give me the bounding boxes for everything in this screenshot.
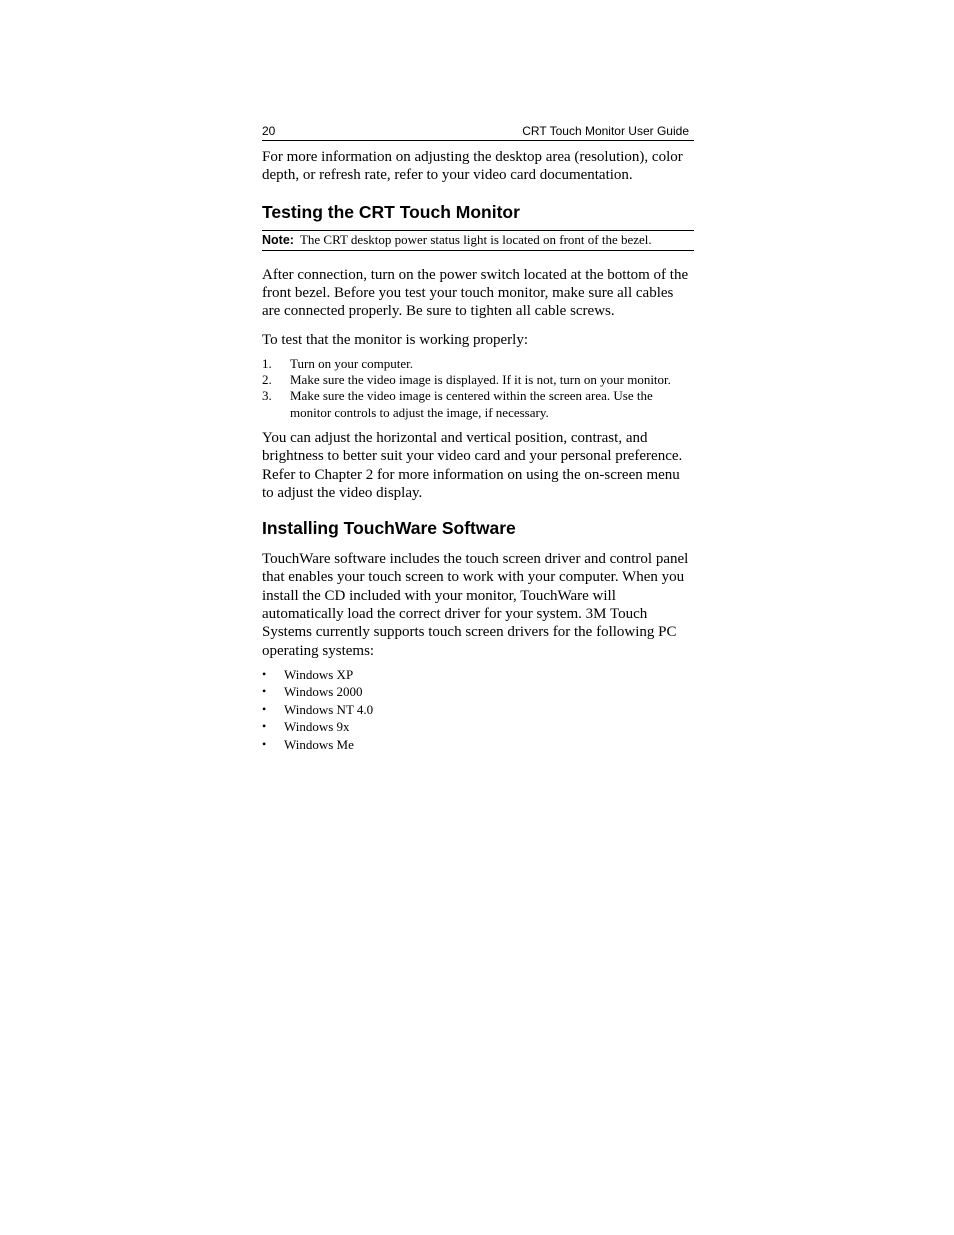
- note-text: The CRT desktop power status light is located on front of the bezel.: [299, 232, 652, 248]
- bullet-icon: •: [262, 736, 267, 751]
- list-item: [262, 736, 694, 753]
- step-number: 1.: [262, 355, 272, 371]
- list-item: [262, 388, 694, 421]
- os-name: Windows XP: [284, 666, 354, 682]
- bullet-icon: •: [262, 666, 267, 681]
- running-header: [262, 124, 694, 141]
- list-item: [262, 356, 694, 372]
- os-name: Windows 2000: [284, 684, 363, 700]
- document-page: [262, 124, 694, 753]
- list-item: [262, 683, 694, 700]
- intro-paragraph: For more information on adjusting the desktop area (resolution), color depth, or refresh rate, refer to your video card documentation.: [262, 149, 683, 184]
- paragraph-to-test: To test that the monitor is working properly:: [262, 332, 528, 349]
- test-steps-list: [262, 356, 694, 421]
- paragraph-touchware: TouchWare software includes the touch screen driver and control panel that enables your touch screen to work with your computer. When you install the CD included with your monitor, TouchWare will automatically load the correct driver for your system. 3M Touch Systems currently supports touch screen drivers for the following PC operating systems:: [262, 551, 689, 659]
- step-text: Make sure the video image is displayed. If it is not, turn on your monitor.: [290, 372, 671, 388]
- list-item: [262, 372, 694, 388]
- note-label: Note:: [262, 233, 294, 248]
- os-name: Windows Me: [284, 736, 354, 752]
- note-box: [262, 230, 694, 251]
- list-item: [262, 718, 694, 735]
- step-text: Make sure the video image is centered within the screen area. Use the monitor controls to adjust the image, if necessary.: [290, 388, 653, 420]
- section-heading-installing: Installing TouchWare Software: [262, 518, 516, 539]
- running-title: CRT Touch Monitor User Guide: [522, 124, 689, 138]
- bullet-icon: •: [262, 684, 267, 699]
- step-text: Turn on your computer.: [290, 355, 414, 371]
- section-heading-testing: Testing the CRT Touch Monitor: [262, 201, 520, 222]
- bullet-icon: •: [262, 701, 267, 716]
- list-item: [262, 701, 694, 718]
- paragraph-after-connection: After connection, turn on the power switch located at the bottom of the front bezel. Before you test your touch monitor, make sure all cables are connected properly. Be sure to tighten all cable screws.: [262, 266, 689, 320]
- operating-systems-list: [262, 666, 694, 753]
- page-number: 20: [262, 124, 276, 138]
- bullet-icon: •: [262, 719, 267, 734]
- step-number: 3.: [262, 388, 272, 404]
- list-item: [262, 666, 694, 683]
- step-number: 2.: [262, 372, 272, 388]
- os-name: Windows NT 4.0: [284, 701, 374, 717]
- paragraph-adjust: You can adjust the horizontal and vertical position, contrast, and brightness to better suit your video card and your personal preference. Refer to Chapter 2 for more information on using the on-screen menu to adjust the video display.: [262, 429, 683, 501]
- os-name: Windows 9x: [284, 719, 350, 735]
